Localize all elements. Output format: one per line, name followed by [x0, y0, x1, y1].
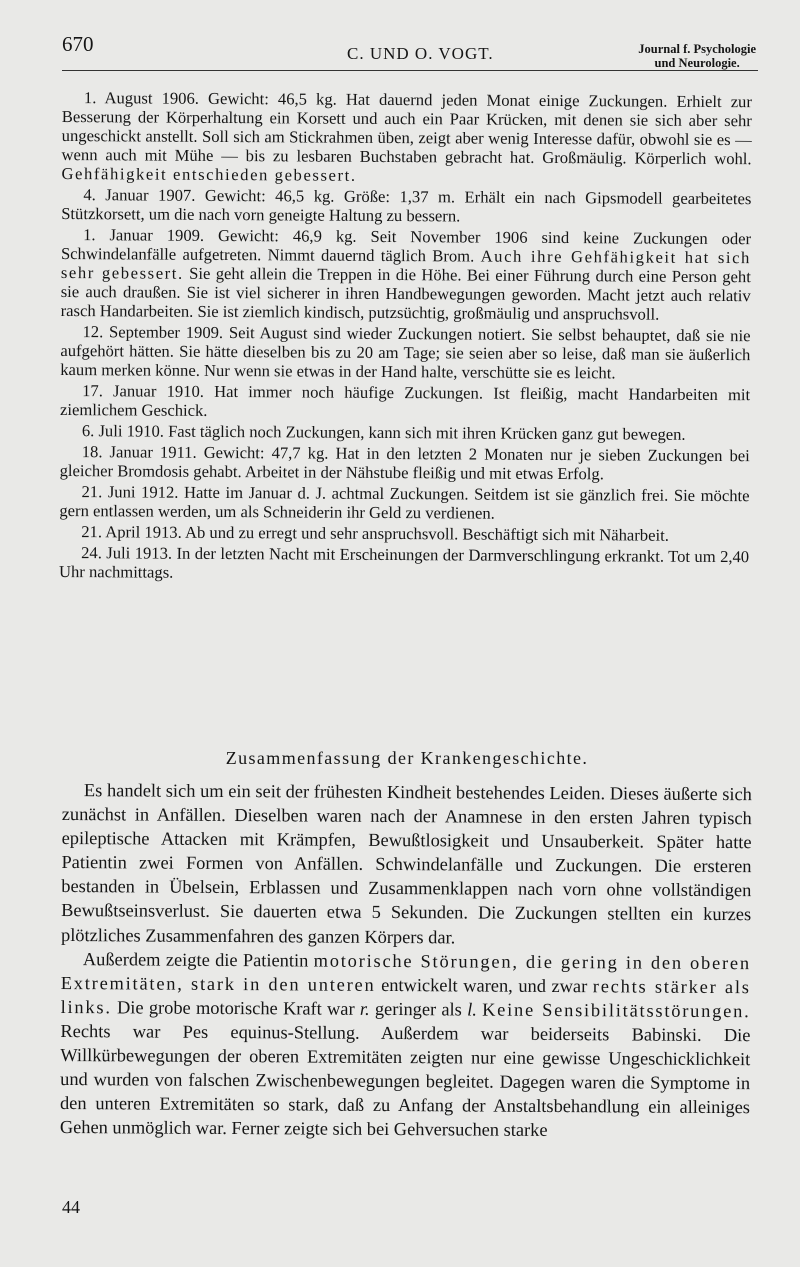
- entry-text: Fast täglich noch Zuckungen, kann sich mit ihren Krücken ganz gut bewegen.: [163, 421, 686, 444]
- entry-date: 21. April 1913.: [81, 522, 182, 542]
- journal-name: [638, 42, 756, 70]
- entry-date: 1. Januar 1909.: [83, 225, 205, 245]
- case-entry: [59, 522, 749, 545]
- section-heading: Zusammenfassung der Krankengeschichte.: [225, 748, 589, 768]
- journal-name-line-1: Journal f. Psychologie: [638, 42, 756, 56]
- summary-text: Die grobe motorische Kraft war: [111, 997, 360, 1019]
- summary-emphasis: Keine Sensibilitätsstörungen.: [482, 999, 751, 1022]
- case-entry: [61, 88, 752, 187]
- case-entries: [59, 88, 752, 587]
- entry-text: Gewicht: 46,5 kg. Größe: 1,37 m. Erhält ein nach Gipsmodell gearbeitetes Stützkorsett, um die nach vorn geneigte Haltung zu bessern.: [61, 185, 752, 226]
- case-entry: [59, 543, 749, 585]
- entry-date: 1. August 1906.: [83, 88, 199, 108]
- header-rule: [62, 70, 758, 71]
- summary-text: geringer als: [369, 998, 468, 1020]
- entry-date: 18. Januar 1911.: [81, 442, 197, 462]
- entry-text: Gewicht: 46,5 kg. Hat dauernd jeden Monat einige Zuckungen. Erhielt zur Besserung der Körperhaltung ein Korsett und auch ein Paar Krücken, mit denen sie sich aber sehr ungeschickt anstellt. Soll sich am Stickrahmen üben, zeigt aber wenig Interesse dafür, obwohl sie es — wenn auch mit Mühe — bis zu lesbaren Buchstaben gebracht hat. Großmäulig. Körperlich wohl.: [61, 88, 752, 169]
- entry-date: 12. September 1909.: [82, 322, 224, 342]
- case-entry: [61, 185, 751, 227]
- case-entry: [60, 322, 750, 383]
- case-entry: [61, 225, 752, 324]
- entry-text: In der letzten Nacht mit Erscheinungen der Darmverschlingung erkrankt. Tot um 2,40 Uhr nachmittags.: [58, 543, 750, 582]
- case-entry: [60, 421, 750, 444]
- entry-text: Hatte im Januar d. J. achtmal Zuckungen. Seitdem ist sie gänzlich frei. Sie möchte gern entlassen werden, um als Schneiderin ihr Geld zu verdienen.: [59, 482, 750, 523]
- entry-emphasis: Gehfähigkeit entschieden gebessert.: [61, 163, 357, 185]
- entry-emphasis: Auch ihre Gehfähigkeit hat sich sehr gebessert.: [60, 246, 752, 283]
- entry-text-after: Sie geht allein die Treppen in die Höhe. Bei einer Führung durch eine Person geht sie auch draußen. Sie ist viel sicherer in ihren Handbewegungen geworden. Macht jetzt auch relativ rasch Handarbeiten. Sie ist ziemlich kindisch, putzsüchtig, großmäulig und anspruchsvoll.: [60, 263, 751, 324]
- signature-mark: 44: [62, 1197, 80, 1217]
- entry-date: 4. Januar 1907.: [83, 185, 196, 205]
- summary-paragraph-2: [60, 947, 751, 1144]
- entry-date: 17. Januar 1910.: [82, 381, 205, 401]
- case-entry: [59, 482, 749, 524]
- summary-text: Außerdem zeigte die Patientin: [82, 948, 314, 971]
- entry-text: Gewicht: 47,7 kg. Hat in den letzten 2 Monaten nur je sieben Zuckungen bei gleicher Bromdosis gehabt. Arbeitet in der Nähstube fleißig und mit etwas Erfolg.: [59, 442, 750, 484]
- entry-text: Hat immer noch häufige Zuckungen. Ist fleißig, macht Handarbeiten mit ziemlichem Geschick.: [59, 381, 751, 420]
- entry-date: 21. Juni 1912.: [81, 482, 179, 502]
- summary-text: entwickelt waren, und zwar: [375, 974, 593, 996]
- summary-italic: r.: [359, 998, 370, 1019]
- entry-date: 6. Juli 1910.: [81, 421, 165, 441]
- case-entry: [60, 442, 750, 484]
- entry-text: Ab und zu erregt und sehr anspruchsvoll. Beschäftigt sich mit Näharbeit.: [181, 522, 669, 545]
- summary-emphasis: rechts stärker als links.: [60, 975, 751, 1018]
- entry-text: Seit August sind wieder Zuckungen notiert. Sie selbst behauptet, daß sie nie aufgehört hätten. Sie hätte dieselben bis zu 20 am Tage; sie seien aber so leise, daß man sie äußerlich kaum merken könne. Nur wenn sie etwas in der Hand halte, verschütte sie es leicht.: [60, 322, 751, 383]
- summary-emphasis: motorische Störungen, die gering in den oberen Extremitäten, stark in den unteren: [60, 950, 751, 995]
- summary-italic: l.: [467, 999, 477, 1020]
- journal-name-line-2: und Neurologie.: [654, 56, 740, 70]
- page-header: [62, 30, 758, 74]
- summary-paragraph-1: Es handelt sich um ein seit der frühesten Kindheit bestehendes Leiden. Dieses äußerte sich zunächst in Anfällen. Dieselben waren nach der Anamnese in den ersten Jahren typisch epileptische Attacken mit Krämpfen, Bewußtlosigkeit und Unsauberkeit. Später hatte Patientin zwei Formen von Anfällen. Schwindelanfälle und Zuckungen. Die ersteren bestanden in Übelsein, Erblassen und Zusammenklappen nach vorn ohne vollständigen Bewußtseinsverlust. Sie dauerten etwa 5 Sekunden. Die Zuckungen stellten ein kurzes plötzliches Zusammenfahren des ganzen Körpers dar.: [60, 780, 752, 947]
- running-title: C. UND O. VOGT.: [347, 44, 494, 63]
- entry-text: Gewicht: 46,9 kg. Seit November 1906 sind keine Zuckungen oder Schwindelanfälle aufgetreten. Nimmt dauernd täglich Brom.: [60, 225, 752, 266]
- case-entry: [60, 381, 750, 423]
- page-number: 670: [62, 32, 94, 56]
- summary-text: Rechts war Pes equinus-Stellung. Außerdem war beiderseits Babinski. Die Willkürbewegungen der oberen Extremitäten zeigten nur eine gewisse Ungeschicklichkeit und wurden von falschen Zwischenbewegungen begleitet. Dagegen waren die Symptome in den unteren Extremitäten so stark, daß zu Anfang der Anstaltsbehandlung ein alleiniges Gehen unmöglich war. Ferner zeigte sich bei Gehversuchen starke: [59, 1020, 751, 1141]
- summary-body: [60, 778, 752, 1144]
- entry-date: 24. Juli 1913.: [81, 543, 173, 563]
